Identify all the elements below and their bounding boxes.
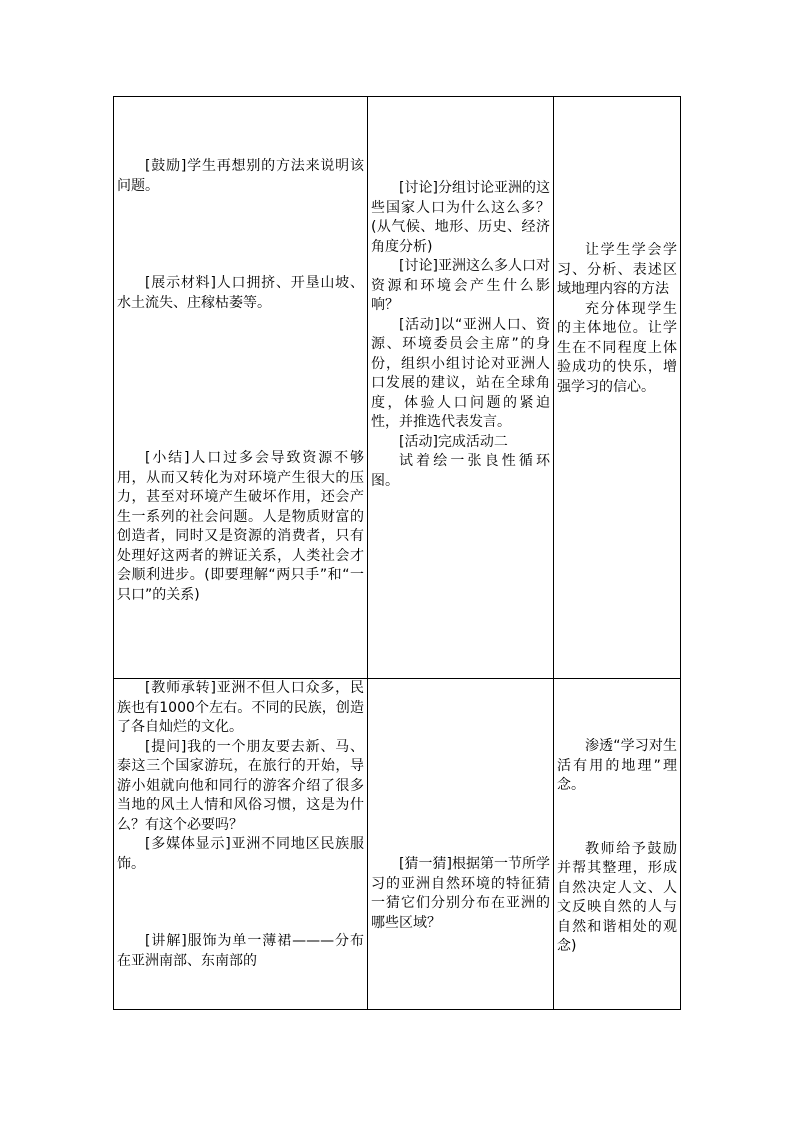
activity-2-text: [活动]完成活动二 bbox=[399, 433, 508, 450]
discussion-2-text: [讨论]亚洲这么多人口对资源和环境会产生什么影响？ bbox=[371, 258, 550, 313]
guess-text: [猜一猜]根据第一节所学习的亚洲自然环境的特征猜一猜它们分别分布在亚洲的哪些区域？ bbox=[371, 856, 550, 931]
student-activity-cell bbox=[368, 97, 554, 679]
design-intent-cell bbox=[554, 679, 681, 1010]
teacher-activity-cell bbox=[114, 97, 368, 679]
materials-text: [展示材料]人口拥挤、开垦山坡、水土流失、庄稼枯萎等。 bbox=[117, 275, 364, 311]
intent-1-text: 让学生学会学习、分析、表述区域地理内容的方法 bbox=[557, 242, 677, 297]
teacher-activity-cell bbox=[114, 679, 368, 1010]
transition-text: [教师承转]亚洲不但人口众多，民族也有1000个左右。不同的民族，创造了各自灿烂的文化。 bbox=[117, 680, 364, 735]
intent-4-text: 教师给予鼓励并帮其整理，形成自然决定人文、人文反映自然的人与自然和谐相处的观念) bbox=[557, 840, 677, 954]
summary-text: [小结]人口过多会导致资源不够用，从而又转化为对环境产生很大的压力，甚至对环境产生破坏作用，还会产生一系列的社会问题。人是物质财富的创造者，同时又是资源的消费者，只有处理好这两者的辨证关系，人类社会才会顺利进步。(即要理解“两只手”和“一只口”的关系) bbox=[117, 450, 364, 603]
activity-3-text: 试着绘一张良性循环图。 bbox=[371, 453, 550, 489]
student-activity-cell bbox=[368, 679, 554, 1010]
encourage-text: [鼓励]学生再想别的方法来说明该问题。 bbox=[117, 158, 364, 194]
intent-2-text: 充分体现学生的主体地位。让学生在不同程度上体验成功的快乐，增强学习的信心。 bbox=[557, 300, 677, 395]
lesson-plan-table bbox=[113, 96, 681, 1010]
activity-1-text: [活动]以“亚洲人口、资源、环境委员会主席”的身份，组织小组讨论对亚洲人口发展的建议，站在全球角度，体验人口问题的紧迫性，并推选代表发言。 bbox=[371, 316, 550, 430]
discussion-1-text: [讨论]分组讨论亚洲的这些国家人口为什么这么多？(从气候、地形、历史、经济角度分析) bbox=[371, 180, 550, 255]
question-text: [提问]我的一个朋友要去新、马、泰这三个国家游玩，在旅行的开始，导游小姐就向他和同行的游客介绍了很多当地的风土人情和风俗习惯，这是为什么？有这个必要吗？ bbox=[117, 738, 364, 833]
multimedia-text: [多媒体显示]亚洲不同地区民族服饰。 bbox=[117, 836, 364, 872]
design-intent-cell bbox=[554, 97, 681, 679]
table-row bbox=[114, 679, 681, 1010]
intent-3-text: 渗透“学习对生活有用的地理”理念。 bbox=[557, 738, 677, 793]
lecture-text: [讲解]服饰为单一薄裙———分布在亚洲南部、东南部的 bbox=[117, 933, 364, 969]
table-row bbox=[114, 97, 681, 679]
